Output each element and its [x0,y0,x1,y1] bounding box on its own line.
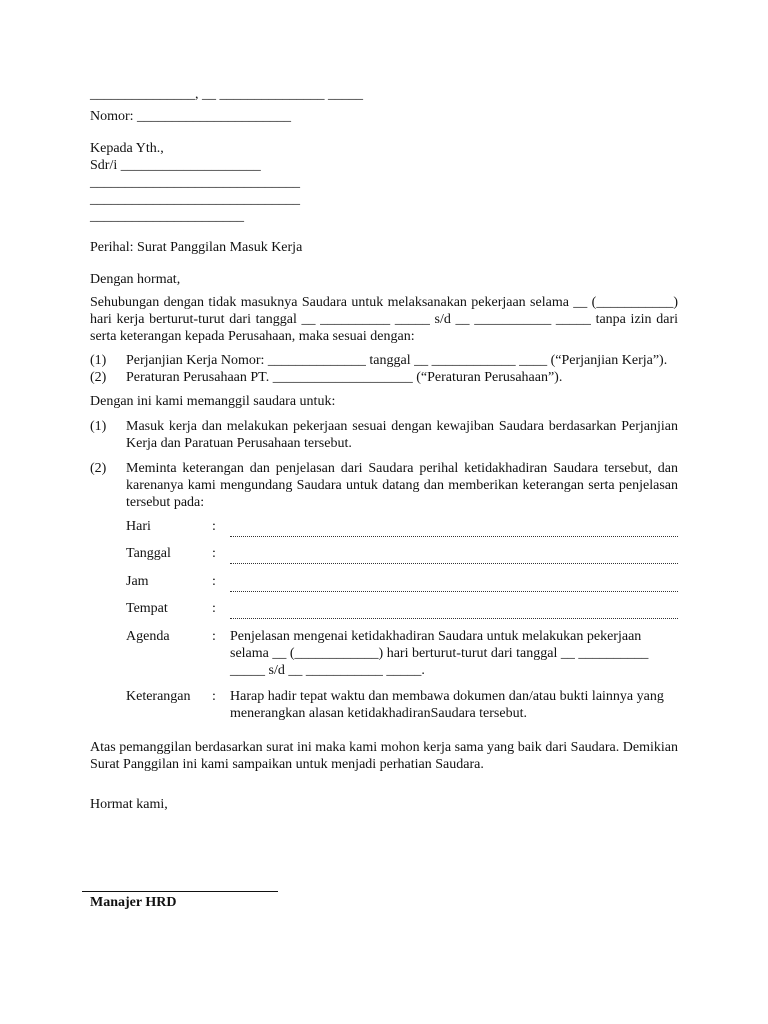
list-number: (1) [90,353,107,368]
recipient-address-2: ______________________________ [90,192,300,207]
blank-fill-line [230,563,678,564]
schedule-colon: : [212,629,216,644]
blank-fill-line [230,591,678,592]
recipient-address-1: ______________________________ [90,175,300,190]
schedule-row-keterangan [126,688,678,721]
list-number: (1) [90,419,107,434]
schedule-label: Hari [126,519,151,534]
recipient-name: Sdr/i ____________________ [90,158,261,173]
signature-line [82,891,278,892]
paragraph-intro: Sehubungan dengan tidak masuknya Saudara untuk melaksanakan pekerjaan selama __ (___________) hari kerja berturut-turut dari tanggal __ __________ _____ s/d __ ___________ _____ tanpa izin dari serta keterangan kepada Perusahaan, maka sesuai dengan: [90,295,678,344]
schedule-row-agenda [126,628,678,678]
list-text: Peraturan Perusahaan PT. ____________________ (“Peraturan Perusahaan”). [126,370,563,385]
list-number: (2) [90,461,107,476]
schedule-colon: : [212,689,216,704]
schedule-colon: : [212,574,216,589]
closing-salutation: Hormat kami, [90,797,168,812]
schedule-colon: : [212,546,216,561]
list-text: Meminta keterangan dan penjelasan dari Saudara perihal ketidakhadiran Saudara tersebut, dan karenanya kami mengundang Saudara untuk datang dan memberikan keterangan serta penjelasan tersebut pada: [126,461,678,510]
schedule-label: Tempat [126,601,168,616]
date-line: _______________, __ _______________ _____ [90,87,363,102]
salutation: Dengan hormat, [90,272,181,287]
schedule-colon: : [212,519,216,534]
blank-fill-line [230,618,678,619]
schedule-label: Tanggal [126,546,171,561]
schedule-label: Agenda [126,629,170,644]
schedule-row-tanggal [126,545,678,565]
agenda-value: Penjelasan mengenai ketidakhadiran Saudara untuk melakukan pekerjaan selama __ (____________) hari berturut-turut dari tanggal __ __________ _____ s/d __ ___________ _____. [230,629,649,678]
closing-paragraph: Atas pemanggilan berdasarkan surat ini maka kami mohon kerja sama yang baik dari Saudara. Demikian Surat Panggilan ini kami sampaikan untuk menjadi perhatian Saudara. [90,740,678,772]
keterangan-value: Harap hadir tepat waktu dan membawa dokumen dan/atau bukti lainnya yang menerangkan alasan ketidakhadiranSaudara tersebut. [230,689,664,721]
schedule-row-tempat [126,600,678,620]
schedule-row-jam [126,573,678,593]
call-intro: Dengan ini kami memanggil saudara untuk: [90,394,336,409]
list-number: (2) [90,370,107,385]
list-text: Perjanjian Kerja Nomor: ______________ tanggal __ ____________ ____ (“Perjanjian Kerja”). [126,353,668,368]
schedule-row-hari [126,518,678,538]
nomor-line: Nomor: ______________________ [90,109,292,124]
schedule-label: Jam [126,574,149,589]
recipient-greeting: Kepada Yth., [90,141,164,156]
schedule-colon: : [212,601,216,616]
list-text: Masuk kerja dan melakukan pekerjaan sesuai dengan kewajiban Saudara berdasarkan Perjanjian Kerja dan Paratuan Perusahaan tersebut. [126,419,678,451]
blank-fill-line [230,536,678,537]
subject-line: Perihal: Surat Panggilan Masuk Kerja [90,240,303,255]
signer-title: Manajer HRD [90,895,177,910]
recipient-address-3: ______________________ [90,209,244,224]
schedule-label: Keterangan [126,689,191,704]
